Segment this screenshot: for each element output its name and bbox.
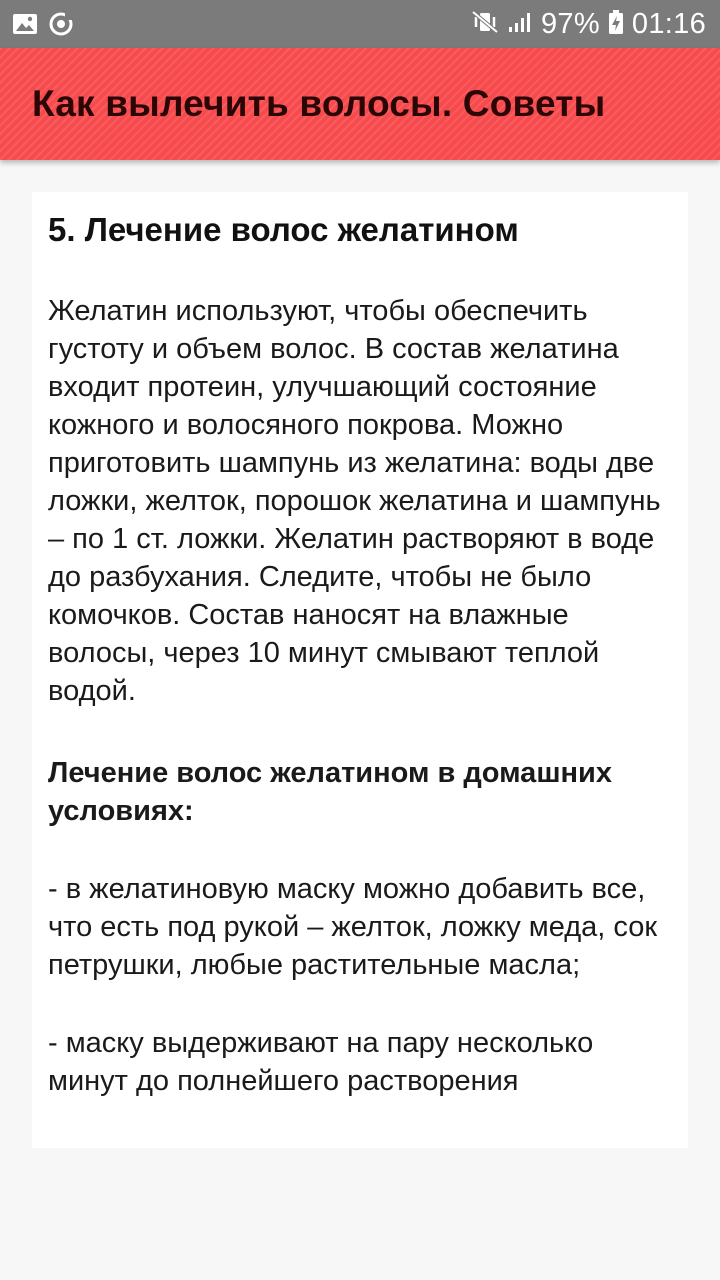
sync-icon [48, 11, 74, 37]
status-bar-left [12, 11, 84, 37]
article-paragraph: Желатин используют, чтобы обеспечить густоту и объем волос. В состав желатина входит протеин, улучшающий состояние кожного и волосяного покрова. Можно приготовить шампунь из желатина: воды две ложки, желток, порошок желатина и шампунь – по 1 ст. ложки. Желатин растворяют в воде до разбухания. Следите, чтобы не было комочков. Состав наносят на влажные волосы, через 10 минут смывают теплой водой. [48, 295, 661, 707]
app-bar [0, 48, 720, 160]
status-bar-right [471, 8, 706, 41]
status-time: 01:16 [631, 7, 706, 40]
signal-icon [507, 10, 533, 39]
battery-charging-icon [608, 9, 624, 40]
vibrate-icon [471, 10, 499, 39]
status-bar [0, 0, 720, 48]
article-card[interactable] [32, 192, 688, 1148]
article-subheading: Лечение волос желатином в домашних условиях: [48, 757, 612, 827]
battery-percent: 97% [540, 7, 600, 40]
article-paragraph: - в желатиновую маску можно добавить все, что есть под рукой – желток, ложку меда, сок петрушки, любые растительные масла; [48, 873, 658, 981]
article-paragraph: - маску выдерживают на пару несколько минут до полнейшего растворения [48, 1027, 594, 1097]
app-title: Как вылечить волосы. Советы [32, 83, 606, 124]
image-icon [12, 12, 38, 36]
article-heading: 5. Лечение волос желатином [48, 211, 519, 248]
